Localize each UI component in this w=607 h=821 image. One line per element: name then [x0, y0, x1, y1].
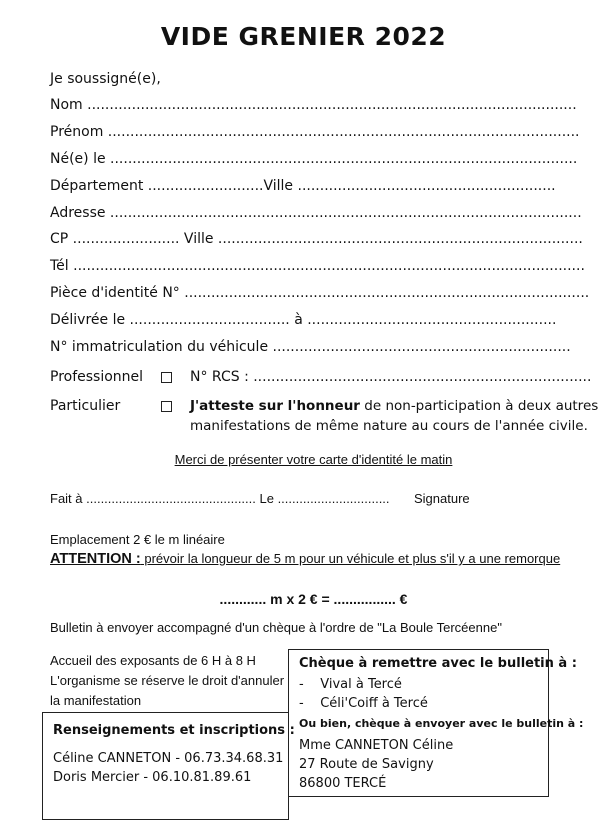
piece-identite-field[interactable]: Pièce d'identité N° ...........................................................................................	[50, 285, 590, 301]
attestation-bold: J'atteste sur l'honneur	[190, 398, 360, 414]
accueil-block	[50, 651, 284, 711]
contact-2: Doris Mercier - 06.10.81.89.61	[53, 770, 252, 785]
cheque-item-1: - Vival à Tercé	[299, 677, 402, 692]
attestation-line1	[190, 398, 598, 414]
signature-label: Signature	[414, 491, 470, 506]
delivree-field[interactable]: Délivrée le .................................... à ........................................................	[50, 312, 557, 328]
renseignements-title: Renseignements et inscriptions :	[53, 723, 295, 738]
renseignements-box	[42, 712, 295, 820]
cheque-title: Chèque à remettre avec le bulletin à :	[299, 656, 577, 671]
contact-1: Céline CANNETON - 06.73.34.68.31	[53, 751, 284, 766]
address-line-1: Mme CANNETON Céline	[299, 738, 454, 753]
address-line-2: 27 Route de Savigny	[299, 757, 434, 772]
birthdate-field[interactable]: Né(e) le .........................................................................................................	[50, 151, 578, 167]
prenom-field[interactable]: Prénom ..........................................................................................................	[50, 124, 580, 140]
ou-bien-text: Ou bien, chèque à envoyer avec le bulletin à :	[299, 717, 584, 730]
page-title: VIDE GRENIER 2022	[160, 22, 447, 51]
address-line-3: 86800 TERCÉ	[299, 776, 387, 791]
price-calculation[interactable]: ............ m x 2 € = ................ €	[219, 591, 408, 607]
adresse-field[interactable]: Adresse ..........................................................................................................	[50, 205, 582, 221]
accueil-line3: la manifestation	[50, 693, 142, 708]
emplacement-text: Emplacement 2 € le m linéaire	[50, 532, 225, 547]
attention-text: prévoir la longueur de 5 m pour un véhicule et plus s'il y a une remorque	[140, 551, 561, 566]
particulier-checkbox[interactable]	[161, 401, 172, 412]
departement-field[interactable]: Département ..........................Ville ..........................................................	[50, 178, 556, 194]
nom-field[interactable]: Nom ..............................................................................................................	[50, 97, 577, 113]
professionnel-checkbox[interactable]	[161, 372, 172, 383]
tel-field[interactable]: Tél ...................................................................................................................	[50, 258, 585, 274]
accueil-line1: Accueil des exposants de 6 H à 8 H	[50, 653, 256, 668]
cheque-box	[288, 649, 584, 797]
particulier-label: Particulier	[50, 398, 121, 414]
professionnel-label: Professionnel	[50, 369, 144, 385]
cheque-item-2-text: Céli'Coiff à Tercé	[320, 696, 428, 711]
bulletin-text: Bulletin à envoyer accompagné d'un chèque à l'ordre de "La Boule Tercéenne"	[50, 620, 502, 635]
attestation-line2: manifestations de même nature au cours de l'année civile.	[190, 418, 588, 434]
attention-label: ATTENTION :	[50, 551, 141, 567]
intro-text: Je soussigné(e),	[50, 71, 161, 87]
rcs-field[interactable]: N° RCS : ............................................................................	[190, 369, 592, 385]
cheque-item-1-text: Vival à Tercé	[320, 677, 402, 692]
attestation-rest: de non-participation à deux autres	[359, 398, 599, 414]
cheque-item-2: - Céli'Coiff à Tercé	[299, 696, 428, 711]
merci-notice: Merci de présenter votre carte d'identité le matin	[174, 452, 453, 467]
fait-field[interactable]: Fait à ............................................... Le ...............................	[50, 491, 390, 506]
attention-line	[50, 551, 560, 567]
cp-field[interactable]: CP ........................ Ville ..................................................................................	[50, 231, 583, 247]
immatriculation-field[interactable]: N° immatriculation du véhicule ...................................................................	[50, 339, 571, 355]
accueil-line2: L'organisme se réserve le droit d'annuler	[50, 673, 285, 688]
